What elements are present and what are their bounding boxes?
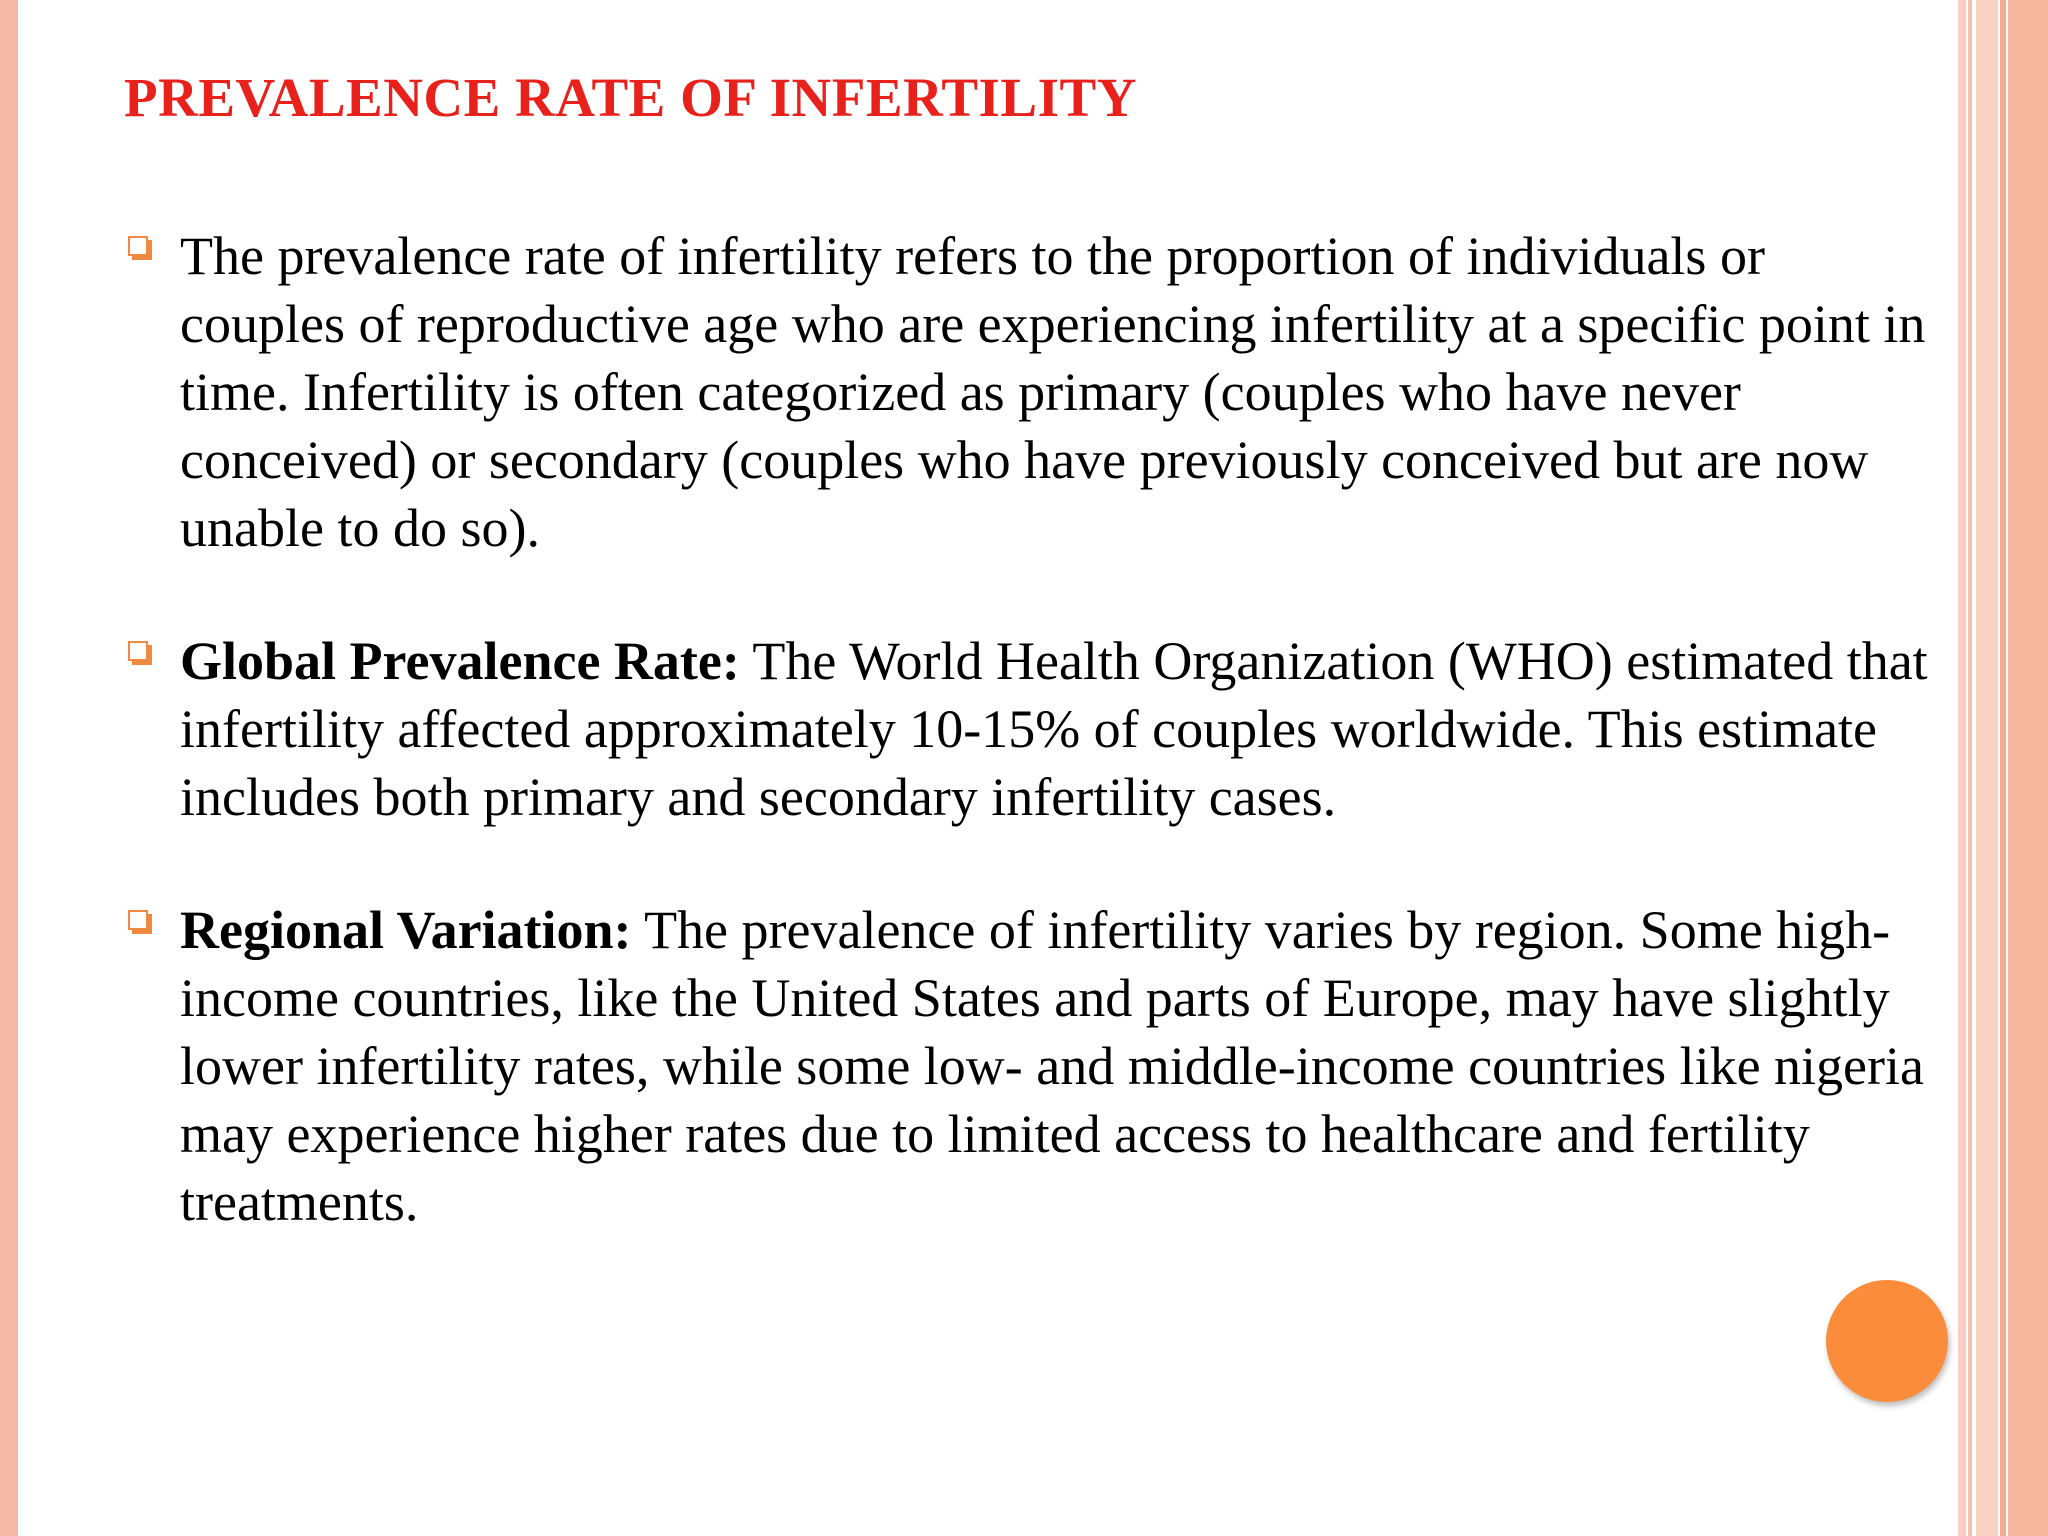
bullet-item-regional-variation — [124, 896, 1924, 1236]
stripe — [1968, 0, 1972, 1536]
slide-title: PREVALENCE RATE OF INFERTILITY — [124, 67, 1137, 128]
stripe — [1976, 0, 1998, 1536]
bullet-body: The prevalence of infertility varies by region. Some high-income countries, like the United States and parts of Europe, may have slightly lower infertility rates, while some low- and middle-income countries like nigeria may experience higher rates due to limited access to healthcare and fertility treatments. — [180, 900, 1924, 1232]
bullet-text — [180, 896, 1940, 1236]
square-bullet-icon — [128, 641, 148, 661]
bullet-item-definition — [124, 222, 1924, 562]
bullet-lead: Global Prevalence Rate: — [180, 631, 740, 691]
left-border — [0, 0, 18, 1536]
orange-circle-decoration — [1826, 1280, 1948, 1402]
square-bullet-icon — [128, 910, 148, 930]
bullet-item-global-prevalence — [124, 627, 1928, 831]
bullet-text — [180, 627, 1940, 831]
stripe — [1958, 0, 1966, 1536]
stripe — [2008, 0, 2048, 1536]
right-decorative-stripes — [1958, 0, 2048, 1536]
bullet-body: The prevalence rate of infertility refers to the proportion of individuals or couples of reproductive age who are experiencing infertility at a specific point in time. Infertility is often categorized as primary (couples who have never conceived) or secondary (couples who have previously conceived but are now unable to do so). — [180, 226, 1926, 558]
bullet-body: The World Health Organization (WHO) estimated that infertility affected approximately 10-15% of couples worldwide. This estimate includes both primary and secondary infertility cases. — [180, 631, 1928, 827]
stripe — [2000, 0, 2006, 1536]
bullet-text — [180, 222, 1940, 562]
bullet-list — [124, 222, 1928, 1236]
square-bullet-icon — [128, 236, 148, 256]
bullet-lead: Regional Variation: — [180, 900, 632, 960]
